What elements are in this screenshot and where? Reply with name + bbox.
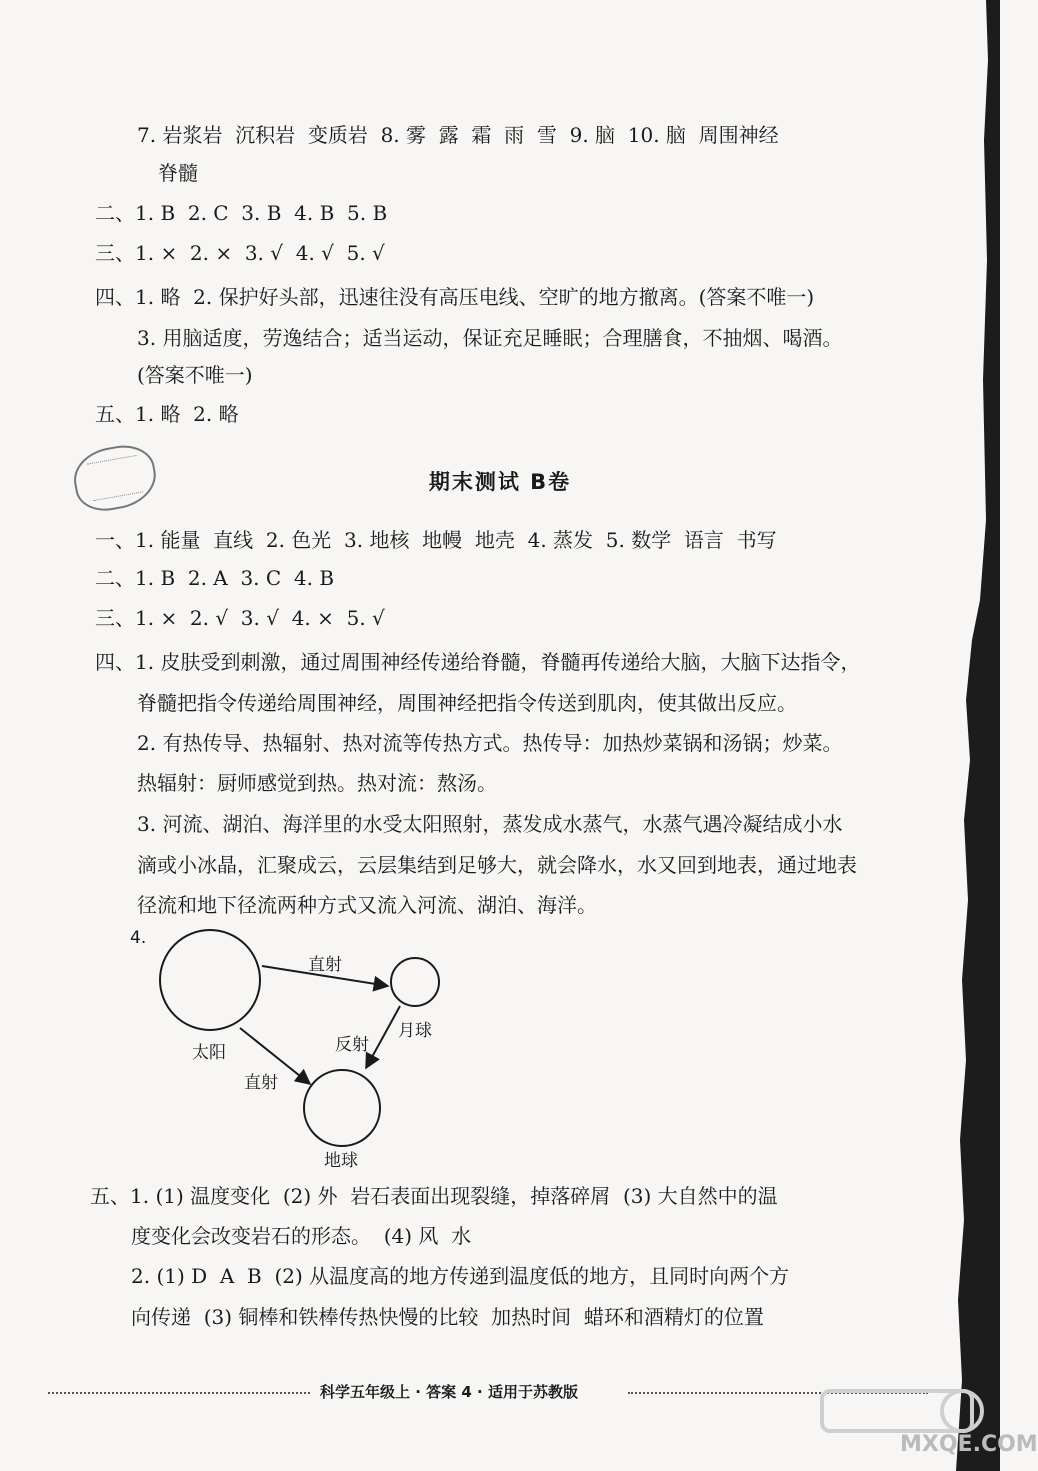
- label-direct-2: 直射: [244, 1073, 278, 1093]
- answer-line-21: 2. (1) D A B (2) 从温度高的地方传递到温度低的地方，且同时向两个方: [131, 1264, 790, 1288]
- sun-circle: [160, 930, 260, 1030]
- footer-divider-left: [48, 1392, 310, 1394]
- answer-line-10: 二、1. B 2. A 3. C 4. B: [95, 566, 335, 590]
- answer-line-12: 四、1. 皮肤受到刺激，通过周围神经传递给脊髓，脊髓再传递给大脑，大脑下达指令，: [95, 650, 861, 674]
- answer-line-5: 四、1. 略 2. 保护好头部，迅速往没有高压电线、空旷的地方撤离。(答案不唯一): [95, 285, 815, 309]
- label-direct-1: 直射: [308, 955, 342, 975]
- answer-line-6: 3. 用脑适度，劳逸结合；适当运动，保证充足睡眠；合理膳食，不抽烟、喝酒。: [137, 326, 843, 350]
- answer-line-18: 径流和地下径流两种方式又流入河流、湖泊、海洋。: [137, 893, 597, 917]
- answer-line-22: 向传递 (3) 铜棒和铁棒传热快慢的比较 加热时间 蜡环和酒精灯的位置: [131, 1305, 764, 1329]
- answer-line-17: 滴或小冰晶，汇聚成云，云层集结到足够大，就会降水，水又回到地表，通过地表: [137, 853, 857, 877]
- label-earth: 地球: [324, 1151, 358, 1171]
- footer-text: 科学五年级上 · 答案 4 · 适用于苏教版: [320, 1383, 578, 1401]
- arrow-moon-to-earth: [366, 1006, 400, 1068]
- answer-line-4: 三、1. × 2. × 3. √ 4. √ 5. √: [95, 241, 385, 265]
- diagram-drawing: [130, 920, 470, 1170]
- sun-moon-earth-diagram: [130, 920, 470, 1174]
- diagram-number: 4.: [130, 928, 147, 948]
- answer-line-9: 一、1. 能量 直线 2. 色光 3. 地核 地幔 地壳 4. 蒸发 5. 数学 语言 书写: [95, 528, 777, 552]
- answer-line-14: 2. 有热传导、热辐射、热对流等传热方式。热传导：加热炒菜锅和汤锅；炒菜。: [137, 731, 843, 755]
- answer-line-20: 度变化会改变岩石的形态。 (4) 风 水: [131, 1224, 472, 1248]
- answer-line-8: 五、1. 略 2. 略: [95, 402, 239, 426]
- answer-line-3: 二、1. B 2. C 3. B 4. B 5. B: [95, 201, 388, 225]
- label-sun: 太阳: [192, 1043, 226, 1063]
- moon-circle: [391, 958, 439, 1006]
- answer-line-7: (答案不唯一): [137, 363, 253, 387]
- answer-line-13: 脊髓把指令传递给周围神经，周围神经把指令传送到肌肉，使其做出反应。: [137, 691, 797, 715]
- answer-line-19: 五、1. (1) 温度变化 (2) 外 岩石表面出现裂缝，掉落碎屑 (3) 大自然中的温: [90, 1184, 778, 1208]
- label-reflect: 反射: [335, 1035, 369, 1055]
- watermark-text: MXQE.COM: [900, 1432, 1038, 1457]
- answer-line-1: 7. 岩浆岩 沉积岩 变质岩 8. 雾 露 霜 雨 雪 9. 脑 10. 脑 周围神经: [137, 123, 779, 147]
- section-title: 期末测试 B卷: [428, 470, 572, 494]
- answer-line-2: 脊髓: [158, 161, 198, 185]
- torn-page-edge: [956, 0, 1000, 1471]
- answer-line-16: 3. 河流、湖泊、海洋里的水受太阳照射，蒸发成水蒸气，水蒸气遇冷凝结成小水: [137, 812, 843, 836]
- answer-line-15: 热辐射：厨师感觉到热。热对流：熬汤。: [137, 771, 497, 795]
- answer-line-11: 三、1. × 2. √ 3. √ 4. × 5. √: [95, 606, 385, 630]
- earth-circle: [304, 1070, 380, 1146]
- label-moon: 月球: [398, 1021, 432, 1041]
